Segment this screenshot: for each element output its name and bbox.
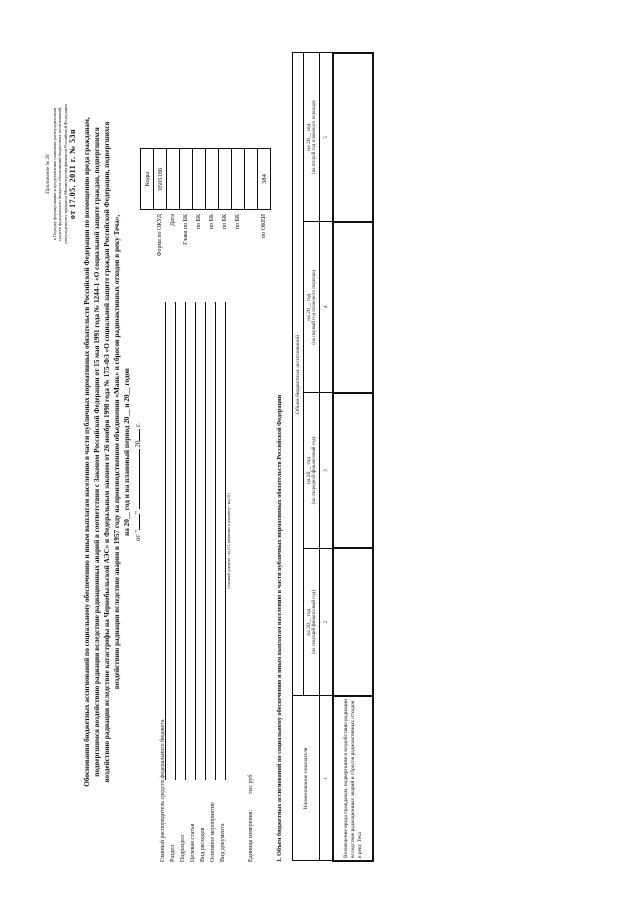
column-header-year: на 20__ год (на очередной финансовый год) [304, 393, 320, 549]
code-label: по БК [196, 214, 202, 230]
section-title: 1. Объем бюджетных ассигнований по социальному обеспечению и иным выплатам населению в части публичных нормативных обязательств Российской Федерации [276, 394, 283, 862]
code-value [245, 149, 258, 210]
field-line [157, 302, 166, 780]
code-value [193, 149, 206, 210]
appendix-line: к Порядку формирования и представления главными распорядителями [51, 107, 57, 241]
title-line: на 20__ год и на плановый период 20__ и 20__ годов [123, 368, 131, 536]
field-row [216, 302, 226, 862]
column-number: 5 [320, 53, 334, 222]
code-value [206, 149, 219, 210]
code-label: Глава по БК [183, 214, 189, 245]
code-value: 384 [258, 149, 271, 210]
column-header-year: на 20__ год (на текущий финансовый год) [304, 548, 320, 696]
codes-table [140, 148, 271, 294]
field-line [217, 302, 226, 780]
table-cell [333, 222, 373, 393]
field-line [167, 302, 176, 780]
column-number: 2 [320, 548, 334, 696]
document-type-hint: (основной документ - код 01, изменение к документу - код 02) [227, 493, 231, 589]
appendix-number: Приложение № 26 [46, 154, 51, 194]
field-row [206, 302, 216, 862]
document-sheet [40, 22, 600, 882]
field-label: Целевая статья [190, 823, 196, 862]
title-line: воздействию радиации вследствие катастрофы на Чернобыльской АЭС» и Федеральным законом от 26 ноября 1998 года № 175-ФЗ «О социальной защите граждан Российской Федерации, подвергшихся [103, 121, 111, 783]
code-label: по БК [235, 214, 241, 230]
code-label: Дата [170, 214, 176, 226]
field-label: Основное мероприятие [210, 802, 216, 862]
code-label: по ОКЕИ [261, 214, 267, 239]
column-number: 4 [320, 222, 334, 393]
column-group-header: Объем бюджетных ассигнований [293, 53, 304, 696]
appendix-dates: от 17.05. 2011 г. № 53н [68, 128, 78, 220]
unit-of-measure [248, 761, 254, 862]
field-label: Главный распорядитель средств федерального бюджета [160, 719, 166, 862]
code-value [232, 149, 245, 210]
codes-header: Коды [141, 149, 154, 210]
field-label: Вид документа [220, 823, 226, 862]
requisites-block [156, 302, 232, 862]
field-line [197, 302, 206, 780]
column-header-year: на 20__ год (на первый год планового периода) [304, 222, 320, 393]
appropriations-table [292, 52, 374, 862]
code-label: Форма по ОКУД [157, 214, 163, 257]
field-label: Подраздел [180, 835, 186, 862]
code-value [180, 149, 193, 210]
field-row [176, 302, 186, 862]
unit-label: Единица измерения: [248, 809, 254, 862]
code-label: по БК [222, 214, 228, 230]
code-label [245, 210, 258, 295]
appendix-line: средств федерального бюджета обоснований бюджетных ассигнований, [57, 106, 63, 242]
column-number: 3 [320, 393, 334, 549]
title-line: воздействию радиации вследствие аварии в 1957 году на производственном объединении «Маяк» и сбросов радиоактивных отходов в реку Теча», [113, 214, 121, 690]
title-line: Обоснования бюджетных ассигнований по социальному обеспечению и иным выплатам населению в части публичных нормативных обязательств Российской Федерации по возмещению вреда гражданам, [83, 117, 91, 787]
field-label: Раздел [170, 845, 176, 862]
table-cell [333, 548, 373, 696]
field-row [156, 302, 166, 862]
column-header-indicator: Наименование показателя [293, 696, 320, 861]
code-label: по БК [209, 214, 215, 230]
title-line: подвергшимся воздействию радиации вследствие радиационных аварий в соответствии с Законом Российской Федерации от 15 мая 1991 года № 1244-1 «О социальной защите граждан, подвергшихся [93, 127, 101, 777]
field-row [166, 302, 176, 862]
field-line [207, 302, 216, 780]
code-value: 0505186 [154, 149, 167, 210]
column-header-year: на 20__ год (на второй год планового периода) [304, 53, 320, 222]
table-cell [333, 53, 373, 222]
document-title [82, 42, 132, 862]
appendix-note [46, 28, 78, 320]
column-number: 1 [320, 696, 334, 861]
field-line [177, 302, 186, 780]
code-value [167, 149, 180, 210]
table-row-label: Возмещение вреда гражданам, подвергшимся воздействию радиации вследствие радиационных аварий и сбросов радиоактивных отходов в реку Теча [333, 696, 373, 861]
field-row [196, 302, 206, 862]
field-row [186, 302, 196, 862]
field-line [187, 302, 196, 780]
field-label: Вид расходов [200, 827, 206, 862]
appendix-line: утвержденному приказом Министерства финансов Российской Федерации [62, 104, 68, 244]
table-cell [333, 393, 373, 549]
code-value [219, 149, 232, 210]
unit-value: тыс руб [248, 774, 254, 795]
date-line: от "" 20 г. [134, 422, 142, 542]
